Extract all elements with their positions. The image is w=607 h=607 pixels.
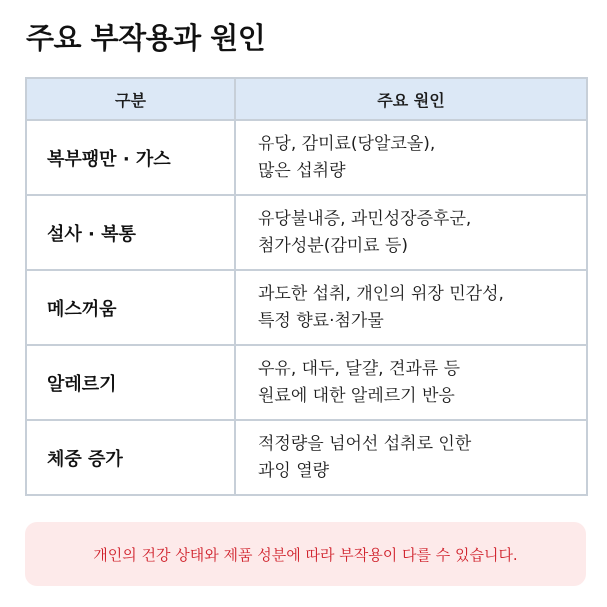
row-category: 메스꺼움 [26, 270, 235, 345]
table-row [26, 270, 587, 345]
row-category: 복부팽만 · 가스 [26, 120, 235, 195]
cause-line: 특정 향료·첨가물 [258, 310, 384, 331]
cause-line: 과도한 섭취, 개인의 위장 민감성, [258, 283, 504, 304]
cause-line: 첨가성분(감미료 등) [258, 235, 409, 256]
row-cause [235, 195, 587, 270]
table-header-row [26, 78, 587, 120]
cause-line: 적정량을 넘어선 섭취로 인한 [258, 433, 472, 454]
notice-text: 개인의 건강 상태와 제품 성분에 따라 부작용이 다를 수 있습니다. [93, 545, 518, 564]
cause-line: 원료에 대한 알레르기 반응 [258, 385, 455, 406]
row-category: 체중 증가 [26, 420, 235, 495]
table-row [26, 120, 587, 195]
cause-line: 과잉 열량 [258, 460, 330, 481]
table-row [26, 195, 587, 270]
cause-line: 우유, 대두, 달걀, 견과류 등 [258, 358, 461, 379]
side-effects-table [25, 77, 588, 496]
header-category: 구분 [26, 78, 235, 120]
row-cause [235, 345, 587, 420]
page-title: 주요 부작용과 원인 [26, 21, 266, 55]
cause-line: 많은 섭취량 [258, 160, 346, 181]
row-cause [235, 270, 587, 345]
row-category: 설사 · 복통 [26, 195, 235, 270]
row-category: 알레르기 [26, 345, 235, 420]
notice-banner [25, 522, 586, 586]
cause-line: 유당, 감미료(당알코올), [258, 133, 436, 154]
row-cause [235, 120, 587, 195]
table-row [26, 345, 587, 420]
cause-line: 유당불내증, 과민성장증후군, [258, 208, 472, 229]
header-cause: 주요 원인 [235, 78, 587, 120]
table-row [26, 420, 587, 495]
row-cause [235, 420, 587, 495]
